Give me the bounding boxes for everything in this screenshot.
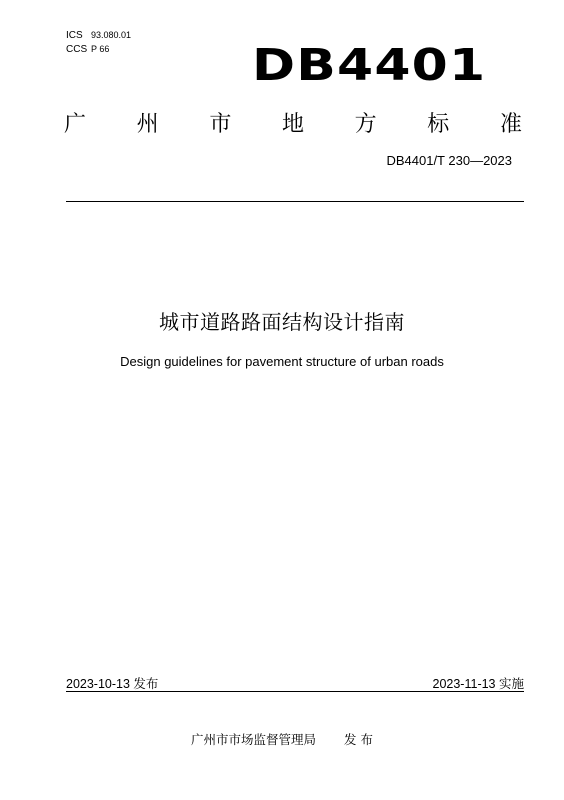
issuer-title-char: 标	[427, 112, 450, 137]
issuer-title-char: 方	[354, 112, 377, 137]
standard-logo: DB4401	[252, 40, 487, 91]
issuer-title-char: 地	[281, 112, 304, 137]
bottom-divider	[66, 691, 524, 692]
document-title-chinese: 城市道路路面结构设计指南	[159, 310, 405, 334]
issuer-title-char: 准	[499, 112, 522, 137]
issuer-title-char: 州	[136, 112, 159, 137]
issuer-title-char: 市	[209, 112, 232, 137]
publisher-line	[0, 731, 564, 749]
publish-label: 发 布	[344, 732, 373, 747]
issuer-title	[64, 109, 522, 141]
ccs-code: P 66	[91, 44, 110, 54]
ics-classification	[66, 29, 131, 42]
ics-code: 93.080.01	[91, 30, 132, 40]
publisher-name: 广州市市场监督管理局	[191, 732, 317, 747]
issue-date: 2023-10-13 发布	[66, 677, 159, 691]
document-title-english: Design guidelines for pavement structure of urban roads	[120, 354, 444, 369]
ics-label: ICS	[66, 30, 83, 41]
standard-number: DB4401/T 230—2023	[386, 153, 512, 168]
implementation-date: 2023-11-13 实施	[432, 677, 524, 691]
issuer-title-char: 广	[64, 112, 87, 137]
ccs-label: CCS	[66, 44, 88, 55]
top-divider	[66, 201, 524, 202]
ccs-classification	[66, 43, 109, 56]
